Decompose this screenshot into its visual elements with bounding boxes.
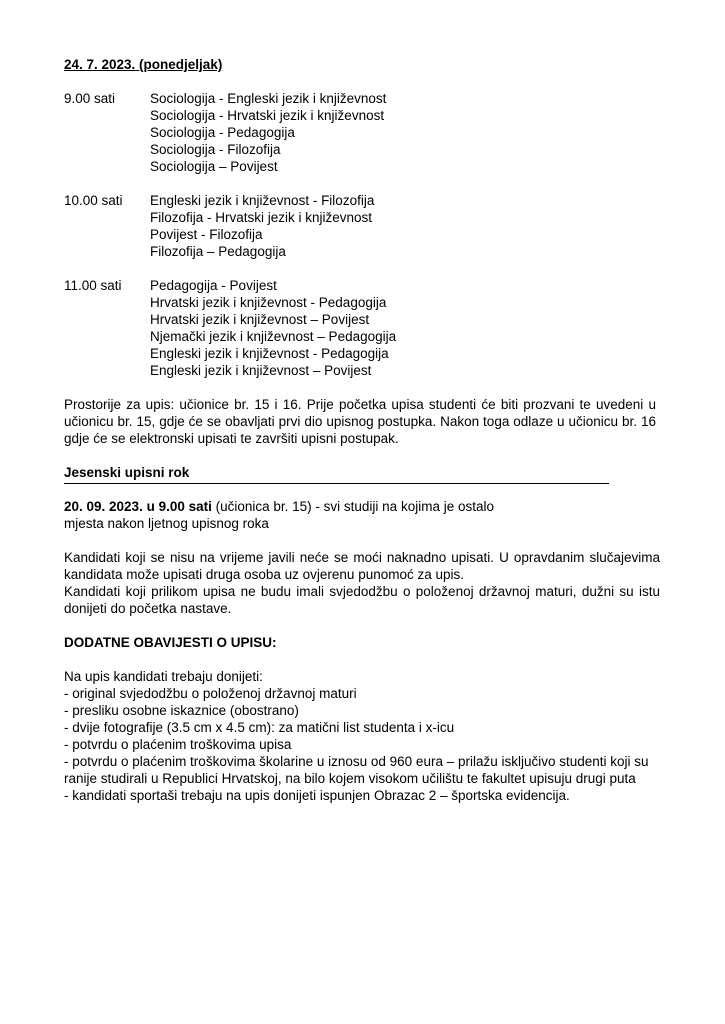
autumn-date-paragraph (64, 498, 504, 532)
bring-intro: Na upis kandidati trebaju donijeti: (64, 669, 263, 684)
spacer (64, 379, 664, 396)
spacer (64, 175, 664, 192)
list-item: - presliku osobne iskaznice (obostrano) (64, 703, 299, 718)
autumn-heading: Jesenski upisni rok (64, 465, 190, 480)
date-heading: 24. 7. 2023. (ponedjeljak) (64, 57, 223, 72)
spacer (64, 260, 664, 277)
subject-pair: Sociologija - Hrvatski jezik i književnost (150, 108, 385, 123)
subject-pair: Hrvatski jezik i književnost – Povijest (150, 312, 370, 327)
list-item: - original svjedodžbu o položenoj državnoj maturi (64, 686, 357, 701)
slot-subjects (150, 277, 664, 379)
subject-pair: Sociologija - Pedagogija (150, 125, 295, 140)
slot-time: 9.00 sati (64, 91, 116, 106)
spacer (64, 73, 664, 90)
subject-pair: Sociologija - Filozofija (150, 142, 281, 157)
subject-pair: Filozofija - Hrvatski jezik i književnost (150, 210, 373, 225)
schedule-slot (64, 192, 664, 260)
rooms-paragraph: Prostorije za upis: učionice br. 15 i 16. Prije početka upisa studenti će biti prozvani te uvedeni u učionicu br. 15, gdje će se obavljati prvi dio upisnog postupka. Nakon toga odlaze u učionicu br. 16 gdje će se elektronski upisati te završiti upisni postupak. (64, 397, 656, 446)
list-item: - dvije fotografije (3.5 cm x 4.5 cm): za matični list studenta i x-icu (64, 720, 455, 735)
list-item: - potvrdu o plaćenim troškovima upisa (64, 737, 292, 752)
subject-pair: Hrvatski jezik i književnost - Pedagogija (150, 295, 387, 310)
spacer (64, 617, 664, 634)
subject-pair: Povijest - Filozofija (150, 227, 263, 242)
notice-paragraph: Kandidati koji prilikom upisa ne budu imali svjedodžbu o položenoj državnoj maturi, dužni su istu donijeti do početka nastave. (64, 584, 660, 616)
spacer (64, 651, 664, 668)
autumn-date-details: (učionica br. 15) - svi studiji na kojima je ostalo mjesta nakon ljetnog upisnog roka (64, 499, 494, 531)
subject-pair: Pedagogija - Povijest (150, 278, 277, 293)
horizontal-rule (64, 483, 609, 484)
slot-time: 10.00 sati (64, 193, 123, 208)
list-item: - potvrdu o plaćenim troškovima školarine u iznosu od 960 eura – prilažu isključivo studenti koji su ranije studirali u Republici Hrvatskoj, na bilo kojem visokom učilištu te fakultet upisuju drugi puta (64, 754, 649, 786)
slot-time: 11.00 sati (64, 278, 122, 293)
spacer (64, 532, 664, 549)
slot-subjects (150, 90, 664, 175)
autumn-date: 20. 09. 2023. u 9.00 sati (64, 499, 212, 514)
subject-pair: Engleski jezik i književnost – Povijest (150, 363, 372, 378)
subject-pair: Engleski jezik i književnost - Filozofija (150, 193, 375, 208)
spacer (64, 447, 664, 464)
subject-pair: Sociologija – Povijest (150, 159, 278, 174)
subject-pair: Sociologija - Engleski jezik i književnost (150, 91, 387, 106)
subject-pair: Njemački jezik i književnost – Pedagogija (150, 329, 397, 344)
notice-paragraph: Kandidati koji se nisu na vrijeme javili neće se moći naknadno upisati. U opravdanim slučajevima kandidata može upisati druga osoba uz ovjerenu punomoć za upis. (64, 550, 660, 582)
schedule-slot (64, 90, 664, 175)
list-item: - kandidati sportaši trebaju na upis donijeti ispunjen Obrazac 2 – športska evidencija. (64, 788, 570, 803)
schedule-slot (64, 277, 664, 379)
additional-heading: DODATNE OBAVIJESTI O UPISU: (64, 635, 277, 650)
document-page (64, 56, 664, 804)
subject-pair: Filozofija – Pedagogija (150, 244, 286, 259)
subject-pair: Engleski jezik i književnost - Pedagogija (150, 346, 389, 361)
slot-subjects (150, 192, 664, 260)
